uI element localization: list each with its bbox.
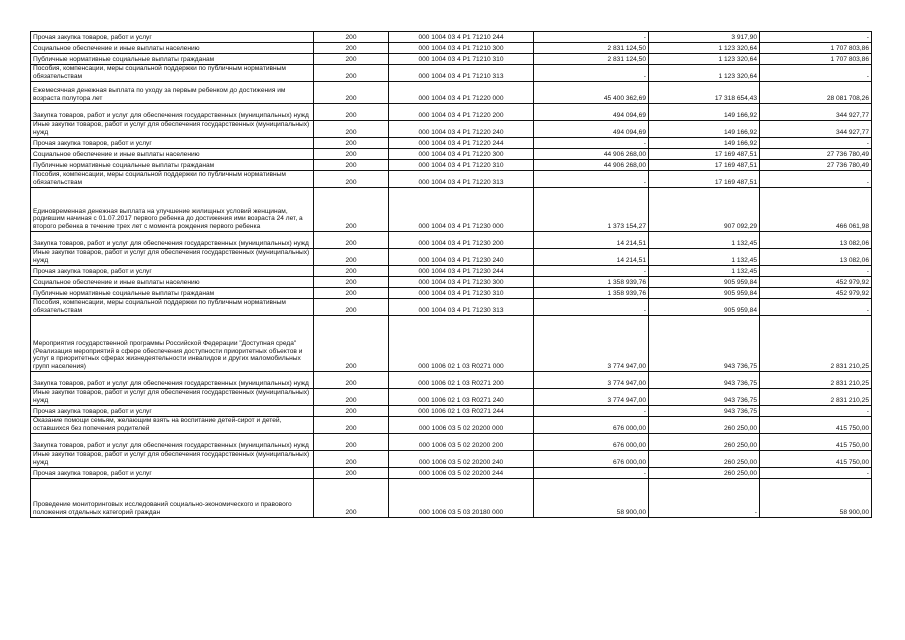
table-row bbox=[31, 299, 872, 316]
line-code-cell: 200 bbox=[314, 479, 389, 518]
approved-amount-cell: 14 214,51 bbox=[534, 232, 649, 249]
approved-amount-cell: - bbox=[534, 266, 649, 277]
budget-code-cell: 000 1006 02 1 03 R0271 200 bbox=[389, 372, 534, 389]
row-name-cell: Социальное обеспечение и иные выплаты населению bbox=[31, 277, 314, 288]
unexecuted-amount-cell: 415 750,00 bbox=[760, 434, 872, 451]
table-row bbox=[31, 249, 872, 266]
row-name-cell: Мероприятия государственной программы Российской Федерации "Доступная среда" (Реализация мероприятий в сфере обеспечения доступности приоритетных объектов и услуг в приоритетных сферах жизнедеятельности инвалидов и других маломобильных групп населения) bbox=[31, 316, 314, 372]
table-row bbox=[31, 43, 872, 54]
budget-code-cell: 000 1006 03 5 02 20200 240 bbox=[389, 451, 534, 468]
table-row bbox=[31, 277, 872, 288]
approved-amount-cell: 58 900,00 bbox=[534, 479, 649, 518]
budget-code-cell: 000 1004 03 4 P1 71210 313 bbox=[389, 65, 534, 82]
row-name-cell: Закупка товаров, работ и услуг для обеспечения государственных (муниципальных) нужд bbox=[31, 434, 314, 451]
budget-code-cell: 000 1004 03 4 P1 71210 244 bbox=[389, 32, 534, 43]
executed-amount-cell: 905 959,84 bbox=[649, 299, 760, 316]
table-row bbox=[31, 468, 872, 479]
budget-code-cell: 000 1006 02 1 03 R0271 000 bbox=[389, 316, 534, 372]
executed-amount-cell: 943 736,75 bbox=[649, 372, 760, 389]
table-row bbox=[31, 372, 872, 389]
executed-amount-cell: 1 132,45 bbox=[649, 249, 760, 266]
budget-code-cell: 000 1004 03 4 P1 71230 310 bbox=[389, 288, 534, 299]
line-code-cell: 200 bbox=[314, 104, 389, 121]
executed-amount-cell: 943 736,75 bbox=[649, 406, 760, 417]
table-row bbox=[31, 104, 872, 121]
executed-amount-cell: - bbox=[649, 479, 760, 518]
executed-amount-cell: 943 736,75 bbox=[649, 316, 760, 372]
unexecuted-amount-cell: - bbox=[760, 65, 872, 82]
line-code-cell: 200 bbox=[314, 451, 389, 468]
row-name-cell: Прочая закупка товаров, работ и услуг bbox=[31, 406, 314, 417]
row-name-cell: Прочая закупка товаров, работ и услуг bbox=[31, 266, 314, 277]
unexecuted-amount-cell: 2 831 210,25 bbox=[760, 316, 872, 372]
row-name-cell: Иные закупки товаров, работ и услуг для обеспечения государственных (муниципальных) нужд bbox=[31, 389, 314, 406]
unexecuted-amount-cell: - bbox=[760, 266, 872, 277]
unexecuted-amount-cell: 2 831 210,25 bbox=[760, 389, 872, 406]
approved-amount-cell: 2 831 124,50 bbox=[534, 54, 649, 65]
approved-amount-cell: 676 000,00 bbox=[534, 451, 649, 468]
line-code-cell: 200 bbox=[314, 32, 389, 43]
executed-amount-cell: 1 123 320,64 bbox=[649, 54, 760, 65]
unexecuted-amount-cell: 415 750,00 bbox=[760, 451, 872, 468]
line-code-cell: 200 bbox=[314, 171, 389, 188]
unexecuted-amount-cell: - bbox=[760, 299, 872, 316]
table-row bbox=[31, 451, 872, 468]
executed-amount-cell: 1 132,45 bbox=[649, 266, 760, 277]
approved-amount-cell: 2 831 124,50 bbox=[534, 43, 649, 54]
budget-code-cell: 000 1006 02 1 03 R0271 240 bbox=[389, 389, 534, 406]
executed-amount-cell: 1 123 320,64 bbox=[649, 43, 760, 54]
approved-amount-cell: - bbox=[534, 32, 649, 43]
approved-amount-cell: 3 774 947,00 bbox=[534, 389, 649, 406]
unexecuted-amount-cell: 28 081 708,26 bbox=[760, 82, 872, 104]
line-code-cell: 200 bbox=[314, 266, 389, 277]
table-row bbox=[31, 288, 872, 299]
table-row bbox=[31, 188, 872, 232]
budget-code-cell: 000 1004 03 4 P1 71220 244 bbox=[389, 138, 534, 149]
unexecuted-amount-cell: 415 750,00 bbox=[760, 417, 872, 434]
line-code-cell: 200 bbox=[314, 138, 389, 149]
budget-code-cell: 000 1004 03 4 P1 71230 300 bbox=[389, 277, 534, 288]
row-name-cell: Социальное обеспечение и иные выплаты населению bbox=[31, 149, 314, 160]
line-code-cell: 200 bbox=[314, 54, 389, 65]
budget-code-cell: 000 1004 03 4 P1 71230 313 bbox=[389, 299, 534, 316]
table-row bbox=[31, 232, 872, 249]
table-row bbox=[31, 54, 872, 65]
line-code-cell: 200 bbox=[314, 249, 389, 266]
executed-amount-cell: 907 092,29 bbox=[649, 188, 760, 232]
table-row bbox=[31, 82, 872, 104]
row-name-cell: Проведение мониторинговых исследований социально-экономического и правового положения отдельных категорий граждан bbox=[31, 479, 314, 518]
row-name-cell: Единовременная денежная выплата на улучшение жилищных условий женщинам, родившим начиная с 01.07.2017 первого ребенка до достижения ими возраста 24 лет, а второго ребенка в течение трех лет с момента рождения первого ребенка bbox=[31, 188, 314, 232]
approved-amount-cell: 1 373 154,27 bbox=[534, 188, 649, 232]
unexecuted-amount-cell: 2 831 210,25 bbox=[760, 372, 872, 389]
table-row bbox=[31, 417, 872, 434]
executed-amount-cell: 260 250,00 bbox=[649, 434, 760, 451]
approved-amount-cell: 44 906 268,00 bbox=[534, 149, 649, 160]
budget-code-cell: 000 1004 03 4 P1 71220 240 bbox=[389, 121, 534, 138]
line-code-cell: 200 bbox=[314, 417, 389, 434]
row-name-cell: Прочая закупка товаров, работ и услуг bbox=[31, 468, 314, 479]
unexecuted-amount-cell: 1 707 803,86 bbox=[760, 54, 872, 65]
unexecuted-amount-cell: 27 736 780,49 bbox=[760, 160, 872, 171]
executed-amount-cell: 905 959,84 bbox=[649, 277, 760, 288]
budget-code-cell: 000 1004 03 4 P1 71210 300 bbox=[389, 43, 534, 54]
executed-amount-cell: 149 166,92 bbox=[649, 104, 760, 121]
executed-amount-cell: 17 169 487,51 bbox=[649, 149, 760, 160]
budget-code-cell: 000 1004 03 4 P1 71230 000 bbox=[389, 188, 534, 232]
row-name-cell: Пособия, компенсации, меры социальной поддержки по публичным нормативным обязательствам bbox=[31, 65, 314, 82]
approved-amount-cell: 1 358 939,76 bbox=[534, 288, 649, 299]
approved-amount-cell: 14 214,51 bbox=[534, 249, 649, 266]
approved-amount-cell: 3 774 947,00 bbox=[534, 372, 649, 389]
budget-code-cell: 000 1006 02 1 03 R0271 244 bbox=[389, 406, 534, 417]
approved-amount-cell: 3 774 947,00 bbox=[534, 316, 649, 372]
line-code-cell: 200 bbox=[314, 82, 389, 104]
approved-amount-cell: - bbox=[534, 468, 649, 479]
line-code-cell: 200 bbox=[314, 43, 389, 54]
unexecuted-amount-cell: 58 900,00 bbox=[760, 479, 872, 518]
executed-amount-cell: 149 166,92 bbox=[649, 138, 760, 149]
approved-amount-cell: 494 094,69 bbox=[534, 121, 649, 138]
budget-code-cell: 000 1004 03 4 P1 71210 310 bbox=[389, 54, 534, 65]
executed-amount-cell: 1 132,45 bbox=[649, 232, 760, 249]
line-code-cell: 200 bbox=[314, 434, 389, 451]
budget-code-cell: 000 1004 03 4 P1 71220 300 bbox=[389, 149, 534, 160]
unexecuted-amount-cell: - bbox=[760, 138, 872, 149]
budget-code-cell: 000 1004 03 4 P1 71220 200 bbox=[389, 104, 534, 121]
budget-code-cell: 000 1006 03 5 02 20200 000 bbox=[389, 417, 534, 434]
line-code-cell: 200 bbox=[314, 372, 389, 389]
line-code-cell: 200 bbox=[314, 389, 389, 406]
budget-code-cell: 000 1004 03 4 P1 71220 000 bbox=[389, 82, 534, 104]
unexecuted-amount-cell: - bbox=[760, 468, 872, 479]
row-name-cell: Публичные нормативные социальные выплаты гражданам bbox=[31, 54, 314, 65]
executed-amount-cell: 260 250,00 bbox=[649, 417, 760, 434]
table-row bbox=[31, 406, 872, 417]
row-name-cell: Закупка товаров, работ и услуг для обеспечения государственных (муниципальных) нужд bbox=[31, 104, 314, 121]
budget-code-cell: 000 1004 03 4 P1 71230 244 bbox=[389, 266, 534, 277]
budget-code-cell: 000 1004 03 4 P1 71230 200 bbox=[389, 232, 534, 249]
executed-amount-cell: 17 169 487,51 bbox=[649, 171, 760, 188]
budget-code-cell: 000 1006 03 5 03 20180 000 bbox=[389, 479, 534, 518]
row-name-cell: Закупка товаров, работ и услуг для обеспечения государственных (муниципальных) нужд bbox=[31, 232, 314, 249]
executed-amount-cell: 260 250,00 bbox=[649, 468, 760, 479]
table-row bbox=[31, 434, 872, 451]
line-code-cell: 200 bbox=[314, 121, 389, 138]
unexecuted-amount-cell: 452 979,92 bbox=[760, 288, 872, 299]
unexecuted-amount-cell: 344 927,77 bbox=[760, 121, 872, 138]
table-row bbox=[31, 65, 872, 82]
line-code-cell: 200 bbox=[314, 316, 389, 372]
unexecuted-amount-cell: - bbox=[760, 171, 872, 188]
unexecuted-amount-cell: 27 736 780,49 bbox=[760, 149, 872, 160]
approved-amount-cell: - bbox=[534, 299, 649, 316]
unexecuted-amount-cell: 13 082,06 bbox=[760, 232, 872, 249]
budget-code-cell: 000 1004 03 4 P1 71220 313 bbox=[389, 171, 534, 188]
table-row bbox=[31, 138, 872, 149]
executed-amount-cell: 905 959,84 bbox=[649, 288, 760, 299]
unexecuted-amount-cell: 466 061,98 bbox=[760, 188, 872, 232]
row-name-cell: Оказание помощи семьям, желающим взять на воспитание детей-сирот и детей, оставшихся без попечения родителей bbox=[31, 417, 314, 434]
table-row bbox=[31, 32, 872, 43]
table-row bbox=[31, 389, 872, 406]
budget-execution-table bbox=[30, 31, 872, 518]
row-name-cell: Закупка товаров, работ и услуг для обеспечения государственных (муниципальных) нужд bbox=[31, 372, 314, 389]
approved-amount-cell: 44 906 268,00 bbox=[534, 160, 649, 171]
row-name-cell: Публичные нормативные социальные выплаты гражданам bbox=[31, 288, 314, 299]
executed-amount-cell: 1 123 320,64 bbox=[649, 65, 760, 82]
executed-amount-cell: 3 917,90 bbox=[649, 32, 760, 43]
approved-amount-cell: 676 000,00 bbox=[534, 434, 649, 451]
approved-amount-cell: - bbox=[534, 171, 649, 188]
line-code-cell: 200 bbox=[314, 160, 389, 171]
approved-amount-cell: 45 400 362,69 bbox=[534, 82, 649, 104]
line-code-cell: 200 bbox=[314, 149, 389, 160]
unexecuted-amount-cell: - bbox=[760, 406, 872, 417]
approved-amount-cell: 494 094,69 bbox=[534, 104, 649, 121]
row-name-cell: Прочая закупка товаров, работ и услуг bbox=[31, 138, 314, 149]
table-row bbox=[31, 160, 872, 171]
row-name-cell: Публичные нормативные социальные выплаты гражданам bbox=[31, 160, 314, 171]
line-code-cell: 200 bbox=[314, 406, 389, 417]
unexecuted-amount-cell: 452 979,92 bbox=[760, 277, 872, 288]
approved-amount-cell: - bbox=[534, 138, 649, 149]
row-name-cell: Иные закупки товаров, работ и услуг для обеспечения государственных (муниципальных) нужд bbox=[31, 451, 314, 468]
table-row bbox=[31, 316, 872, 372]
line-code-cell: 200 bbox=[314, 299, 389, 316]
table-row bbox=[31, 149, 872, 160]
line-code-cell: 200 bbox=[314, 468, 389, 479]
row-name-cell: Пособия, компенсации, меры социальной поддержки по публичным нормативным обязательствам bbox=[31, 299, 314, 316]
line-code-cell: 200 bbox=[314, 277, 389, 288]
row-name-cell: Иные закупки товаров, работ и услуг для обеспечения государственных (муниципальных) нужд bbox=[31, 249, 314, 266]
unexecuted-amount-cell: - bbox=[760, 32, 872, 43]
executed-amount-cell: 943 736,75 bbox=[649, 389, 760, 406]
budget-code-cell: 000 1004 03 4 P1 71230 240 bbox=[389, 249, 534, 266]
line-code-cell: 200 bbox=[314, 232, 389, 249]
approved-amount-cell: 1 358 939,76 bbox=[534, 277, 649, 288]
budget-code-cell: 000 1004 03 4 P1 71220 310 bbox=[389, 160, 534, 171]
executed-amount-cell: 149 166,92 bbox=[649, 121, 760, 138]
unexecuted-amount-cell: 1 707 803,86 bbox=[760, 43, 872, 54]
executed-amount-cell: 17 169 487,51 bbox=[649, 160, 760, 171]
row-name-cell: Пособия, компенсации, меры социальной поддержки по публичным нормативным обязательствам bbox=[31, 171, 314, 188]
unexecuted-amount-cell: 344 927,77 bbox=[760, 104, 872, 121]
table-row bbox=[31, 171, 872, 188]
line-code-cell: 200 bbox=[314, 65, 389, 82]
executed-amount-cell: 260 250,00 bbox=[649, 451, 760, 468]
row-name-cell: Ежемесячная денежная выплата по уходу за первым ребенком до достижения им возраста полутора лет bbox=[31, 82, 314, 104]
approved-amount-cell: - bbox=[534, 65, 649, 82]
table-row bbox=[31, 121, 872, 138]
unexecuted-amount-cell: 13 082,06 bbox=[760, 249, 872, 266]
approved-amount-cell: - bbox=[534, 406, 649, 417]
line-code-cell: 200 bbox=[314, 288, 389, 299]
row-name-cell: Иные закупки товаров, работ и услуг для обеспечения государственных (муниципальных) нужд bbox=[31, 121, 314, 138]
budget-code-cell: 000 1006 03 5 02 20200 244 bbox=[389, 468, 534, 479]
approved-amount-cell: 676 000,00 bbox=[534, 417, 649, 434]
executed-amount-cell: 17 318 654,43 bbox=[649, 82, 760, 104]
line-code-cell: 200 bbox=[314, 188, 389, 232]
table-row bbox=[31, 266, 872, 277]
table-row bbox=[31, 479, 872, 518]
row-name-cell: Прочая закупка товаров, работ и услуг bbox=[31, 32, 314, 43]
row-name-cell: Социальное обеспечение и иные выплаты населению bbox=[31, 43, 314, 54]
budget-code-cell: 000 1006 03 5 02 20200 200 bbox=[389, 434, 534, 451]
